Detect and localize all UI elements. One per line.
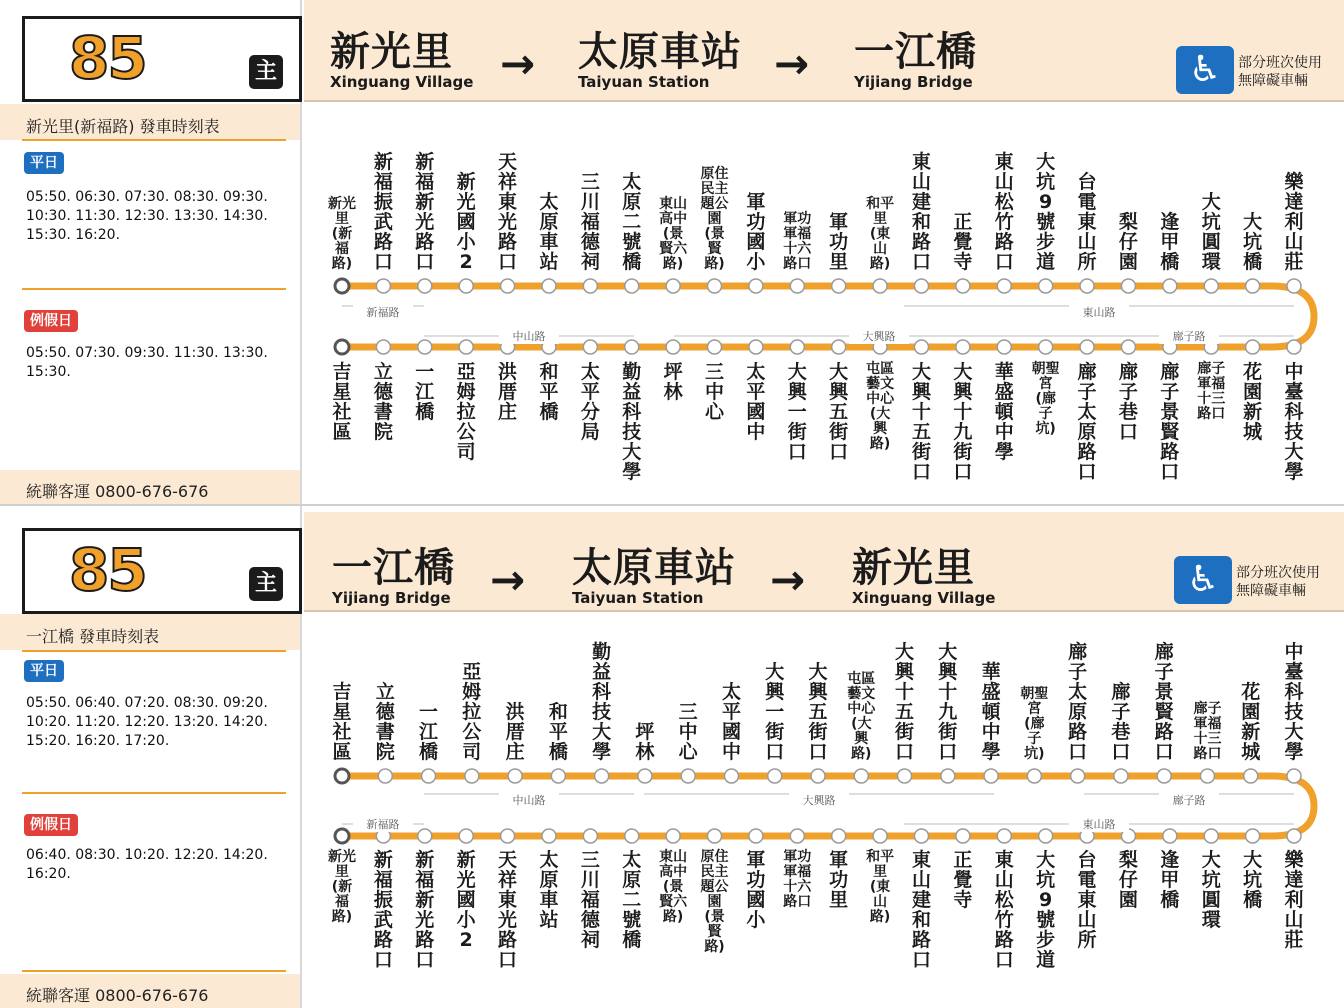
holiday-times: 06:40. 08:30. 10:20. 12:20. 14:20. 16:20. (26, 847, 268, 882)
stop-label[interactable]: 和平里(東山路) (866, 196, 895, 272)
stop-marker[interactable] (378, 769, 392, 783)
stop-label[interactable]: 廍子巷口 (1118, 361, 1138, 443)
stop-marker[interactable] (1246, 340, 1260, 354)
stop-marker[interactable] (459, 279, 473, 293)
stop-label[interactable]: 新光國小2 (456, 171, 476, 273)
header-via (578, 30, 742, 90)
stop-label[interactable]: 原住民主題公園(景賢路) (700, 849, 729, 955)
stop-label[interactable]: 軍功軍福十六路口 (783, 849, 812, 910)
stop-label[interactable]: 廍子景賢路口 (1160, 361, 1180, 483)
stop-label[interactable]: 三川福德祠 (580, 849, 600, 951)
stop-marker[interactable] (854, 769, 868, 783)
schedule-sidebar (0, 0, 302, 504)
stop-label[interactable]: 廍子軍福十三路口 (1197, 361, 1226, 422)
stop-label[interactable]: 花園新城 (1241, 681, 1261, 763)
stop-marker[interactable] (376, 340, 390, 354)
stop-marker[interactable] (335, 340, 349, 354)
stop-marker[interactable] (1246, 829, 1260, 843)
stop-label[interactable]: 東山建和路口 (911, 151, 931, 273)
stop-marker[interactable] (335, 829, 349, 843)
stop-marker[interactable] (625, 279, 639, 293)
header-via-en: Taiyuan Station (572, 589, 704, 607)
header-via (572, 546, 736, 606)
stop-marker[interactable] (542, 279, 556, 293)
accessible-note-line1: 部分班次使用 (1236, 565, 1320, 581)
stop-label[interactable]: 三中心 (678, 701, 698, 763)
stop-label[interactable]: 洪厝庄 (498, 361, 518, 423)
stop-marker[interactable] (666, 279, 680, 293)
stop-label[interactable]: 梨仔園 (1118, 211, 1138, 273)
route-header (304, 512, 1344, 612)
stop-label[interactable]: 和平里(東山路) (866, 849, 895, 925)
stop-marker[interactable] (790, 340, 804, 354)
stop-marker[interactable] (997, 829, 1011, 843)
stop-marker[interactable] (898, 769, 912, 783)
schedule-sidebar (0, 506, 302, 1008)
stop-label[interactable]: 亞姆拉公司 (456, 361, 476, 463)
stop-marker[interactable] (724, 769, 738, 783)
stop-marker[interactable] (1039, 279, 1053, 293)
accessible-note-line2: 無障礙車輛 (1236, 583, 1306, 599)
header-origin-zh: 新光里 (330, 29, 453, 75)
route-panel-return (0, 504, 1344, 1008)
road-label: 大興路 (789, 792, 849, 808)
stop-label[interactable]: 逢甲橋 (1160, 211, 1180, 273)
stop-label[interactable]: 大興一街口 (765, 661, 785, 763)
schedule-header (0, 104, 300, 140)
stop-label[interactable]: 軍功里 (829, 211, 849, 273)
wheelchair-icon: ♿ (1176, 46, 1234, 94)
stop-marker[interactable] (1027, 769, 1041, 783)
stop-label[interactable]: 大坑9號步道 (1036, 151, 1056, 273)
stop-label[interactable]: 樂達利山莊 (1284, 171, 1304, 273)
divider (22, 792, 286, 794)
stop-label[interactable]: 軍功國小 (746, 191, 766, 273)
header-origin (330, 30, 473, 90)
header-origin-zh: 一江橋 (332, 545, 455, 591)
stop-marker[interactable] (1204, 279, 1218, 293)
stop-marker[interactable] (638, 769, 652, 783)
stop-label[interactable]: 軍功國小 (746, 849, 766, 931)
road-label: 新福路 (353, 816, 413, 832)
schedule-header (0, 614, 300, 650)
road-label: 東山路 (1069, 816, 1129, 832)
stop-marker[interactable] (1157, 769, 1171, 783)
accessible-note (1236, 564, 1320, 600)
stop-label[interactable]: 華盛頓中學 (994, 361, 1014, 463)
stop-marker[interactable] (1287, 829, 1301, 843)
stop-label[interactable]: 亞姆拉公司 (462, 661, 482, 763)
stop-marker[interactable] (422, 769, 436, 783)
stop-marker[interactable] (1200, 769, 1214, 783)
stop-marker[interactable] (1071, 769, 1085, 783)
route-number-box (22, 528, 302, 614)
company-contact: 統聯客運 0800-676-676 (26, 482, 209, 501)
stop-label[interactable]: 中臺科技大學 (1284, 641, 1304, 763)
stop-label[interactable]: 台電東山所 (1077, 171, 1097, 273)
stop-label[interactable]: 和平橋 (539, 361, 559, 423)
stop-marker[interactable] (790, 279, 804, 293)
stop-label[interactable]: 和平橋 (548, 701, 568, 763)
stop-marker[interactable] (625, 829, 639, 843)
stop-label[interactable]: 洪厝庄 (505, 701, 525, 763)
stop-label[interactable]: 中臺科技大學 (1284, 361, 1304, 483)
stop-marker[interactable] (749, 340, 763, 354)
stop-label[interactable]: 大興五街口 (829, 361, 849, 463)
route-header (304, 0, 1344, 102)
stop-marker[interactable] (1246, 279, 1260, 293)
stop-label[interactable]: 三中心 (705, 361, 725, 423)
main-line-badge: 主 (249, 55, 283, 89)
stop-marker[interactable] (625, 340, 639, 354)
stop-marker[interactable] (551, 769, 565, 783)
stop-label[interactable]: 朝聖宮(廍子坑) (1020, 686, 1049, 762)
stop-marker[interactable] (1039, 340, 1053, 354)
stop-marker[interactable] (1163, 829, 1177, 843)
schedule-title: 一江橋 發車時刻表 (26, 627, 160, 646)
divider (22, 288, 286, 290)
header-destination-zh: 一江橋 (854, 29, 977, 75)
stop-marker[interactable] (956, 279, 970, 293)
stop-marker[interactable] (501, 829, 515, 843)
stop-label[interactable]: 大坑圓環 (1201, 191, 1221, 273)
stop-label[interactable]: 太原二號橋 (622, 849, 642, 951)
stop-label[interactable]: 東山高中(景賢六路) (659, 196, 688, 272)
arrow-right-icon: → (770, 555, 806, 604)
stop-label[interactable]: 天祥東光路口 (498, 849, 518, 971)
stop-label[interactable]: 廍子太原路口 (1077, 361, 1097, 483)
stop-label[interactable]: 吉星社區 (332, 681, 352, 763)
header-origin-en: Xinguang Village (330, 73, 474, 91)
header-via-zh: 太原車站 (578, 29, 742, 75)
stop-marker[interactable] (873, 829, 887, 843)
stop-marker[interactable] (418, 829, 432, 843)
holiday-tag: 例假日 (24, 310, 78, 332)
stop-marker[interactable] (583, 829, 597, 843)
stop-label[interactable]: 太平國中 (746, 361, 766, 443)
accessible-note-line1: 部分班次使用 (1238, 55, 1322, 71)
stop-marker[interactable] (666, 340, 680, 354)
stop-label[interactable]: 大興十五街口 (911, 361, 931, 483)
stop-marker[interactable] (997, 279, 1011, 293)
stop-label[interactable]: 勤益科技大學 (622, 361, 642, 483)
stop-label[interactable]: 大坑橋 (1243, 849, 1263, 911)
stop-marker[interactable] (583, 340, 597, 354)
route-number-box (22, 16, 302, 102)
road-label: 中山路 (499, 328, 559, 344)
accessible-note (1238, 54, 1322, 90)
stop-label[interactable]: 朝聖宮(廍子坑) (1031, 361, 1060, 437)
stop-label[interactable]: 一江橋 (419, 701, 439, 763)
stop-label[interactable]: 東山高中(景賢六路) (659, 849, 688, 925)
stop-marker[interactable] (914, 829, 928, 843)
stop-label[interactable]: 台電東山所 (1077, 849, 1097, 951)
stop-marker[interactable] (508, 769, 522, 783)
stop-label[interactable]: 太平國中 (721, 681, 741, 763)
stop-label[interactable]: 大興五街口 (808, 661, 828, 763)
stop-marker[interactable] (1163, 279, 1177, 293)
stop-marker[interactable] (583, 279, 597, 293)
company-contact: 統聯客運 0800-676-676 (26, 986, 209, 1005)
arrow-right-icon: → (490, 555, 526, 604)
stop-label[interactable]: 新光國小2 (456, 849, 476, 951)
stop-label[interactable]: 大坑圓環 (1201, 849, 1221, 931)
header-destination-en: Xinguang Village (852, 589, 996, 607)
stop-label[interactable]: 新福新光路口 (415, 151, 435, 273)
stop-marker[interactable] (832, 829, 846, 843)
header-destination (852, 546, 995, 606)
stop-marker[interactable] (465, 769, 479, 783)
stop-label[interactable]: 東山松竹路口 (994, 849, 1014, 971)
route-number: 85 (69, 24, 146, 92)
road-label: 廍子路 (1159, 792, 1219, 808)
stop-label[interactable]: 屯區藝文中心(大興路) (847, 671, 876, 762)
stop-label[interactable]: 樂達利山莊 (1284, 849, 1304, 951)
header-destination (854, 30, 977, 90)
stop-marker[interactable] (335, 279, 349, 293)
arrow-right-icon: → (774, 39, 810, 88)
stop-marker[interactable] (956, 340, 970, 354)
stop-label[interactable]: 坪林 (663, 361, 683, 403)
stop-label[interactable]: 大坑9號步道 (1036, 849, 1056, 971)
stop-marker[interactable] (595, 769, 609, 783)
stop-label[interactable]: 太平分局 (580, 361, 600, 443)
stop-label[interactable]: 新光里(新福路) (328, 196, 356, 272)
road-label: 中山路 (499, 792, 559, 808)
stop-marker[interactable] (832, 279, 846, 293)
stop-marker[interactable] (1287, 769, 1301, 783)
stop-label[interactable]: 坪林 (635, 721, 655, 763)
stop-marker[interactable] (501, 279, 515, 293)
stop-marker[interactable] (749, 829, 763, 843)
stop-label[interactable]: 三川福德祠 (580, 171, 600, 273)
header-via-zh: 太原車站 (572, 545, 736, 591)
stop-marker[interactable] (1080, 340, 1094, 354)
stop-marker[interactable] (1121, 279, 1135, 293)
header-origin (332, 546, 455, 606)
stop-marker[interactable] (768, 769, 782, 783)
stop-label[interactable]: 逢甲橋 (1160, 849, 1180, 911)
stop-marker[interactable] (418, 340, 432, 354)
stop-marker[interactable] (335, 769, 349, 783)
stop-marker[interactable] (708, 340, 722, 354)
stop-label[interactable]: 立德書院 (373, 361, 393, 443)
stop-marker[interactable] (666, 829, 680, 843)
holiday-times: 05:50. 07:30. 09:30. 11:30. 13:30. 15:30. (26, 345, 268, 380)
stop-label[interactable]: 花園新城 (1243, 361, 1263, 443)
stop-marker[interactable] (459, 340, 473, 354)
stop-marker[interactable] (1114, 769, 1128, 783)
weekday-tag: 平日 (24, 660, 64, 682)
stop-label[interactable]: 大興十九街口 (938, 641, 958, 763)
stop-label[interactable]: 東山建和路口 (911, 849, 931, 971)
stop-label[interactable]: 正覺寺 (953, 211, 973, 273)
stop-marker[interactable] (873, 279, 887, 293)
stop-marker[interactable] (1080, 279, 1094, 293)
stop-label[interactable]: 廍子太原路口 (1068, 641, 1088, 763)
weekday-tag: 平日 (24, 152, 64, 174)
divider (22, 650, 286, 652)
stop-marker[interactable] (811, 769, 825, 783)
schedule-title: 新光里(新福路) 發車時刻表 (26, 117, 220, 136)
road-label: 廍子路 (1159, 328, 1219, 344)
stop-marker[interactable] (1204, 829, 1218, 843)
stop-marker[interactable] (681, 769, 695, 783)
stop-marker[interactable] (997, 340, 1011, 354)
divider (22, 970, 286, 972)
road-label: 新福路 (353, 304, 413, 320)
stop-marker[interactable] (1039, 829, 1053, 843)
stop-label[interactable]: 大興一街口 (787, 361, 807, 463)
company-bar (0, 974, 300, 1008)
stop-label[interactable]: 太原車站 (539, 191, 559, 273)
header-destination-en: Yijiang Bridge (854, 73, 973, 91)
stop-label[interactable]: 屯區藝文中心(大興路) (866, 361, 895, 452)
weekday-times: 05:50. 06:40. 07:20. 08:30. 09:20. 10:20. 11:20. 12:20. 13:20. 14:20. 15:20. 16:20. 17:20. (26, 695, 268, 749)
header-via-en: Taiyuan Station (578, 73, 710, 91)
header-origin-en: Yijiang Bridge (332, 589, 451, 607)
arrow-right-icon: → (500, 39, 536, 88)
stop-label[interactable]: 梨仔園 (1118, 849, 1138, 911)
stop-marker[interactable] (1287, 340, 1301, 354)
stop-label[interactable]: 大興十九街口 (953, 361, 973, 483)
holiday-tag: 例假日 (24, 814, 78, 836)
stop-label[interactable]: 正覺寺 (953, 849, 973, 911)
stop-label[interactable]: 廍子景賢路口 (1154, 641, 1174, 763)
stop-label[interactable]: 軍功軍福十六路口 (783, 211, 812, 272)
stop-label[interactable]: 廍子巷口 (1111, 681, 1131, 763)
stop-label[interactable]: 華盛頓中學 (981, 661, 1001, 763)
stop-marker[interactable] (418, 279, 432, 293)
stop-label[interactable]: 新福新光路口 (415, 849, 435, 971)
stop-label[interactable]: 太原車站 (539, 849, 559, 931)
stop-label[interactable]: 大坑橋 (1243, 211, 1263, 273)
stop-label[interactable]: 天祥東光路口 (498, 151, 518, 273)
stop-marker[interactable] (459, 829, 473, 843)
stop-label[interactable]: 一江橋 (415, 361, 435, 423)
stop-marker[interactable] (790, 829, 804, 843)
accessible-note-line2: 無障礙車輛 (1238, 73, 1308, 89)
stop-marker[interactable] (376, 279, 390, 293)
stop-marker[interactable] (542, 829, 556, 843)
stop-marker[interactable] (832, 340, 846, 354)
stop-label[interactable]: 太原二號橋 (622, 171, 642, 273)
stop-label[interactable]: 新福振武路口 (373, 849, 393, 971)
stop-label[interactable]: 新光里(新福路) (328, 849, 356, 925)
stop-marker[interactable] (1244, 769, 1258, 783)
stop-marker[interactable] (749, 279, 763, 293)
stop-label[interactable]: 大興十五街口 (895, 641, 915, 763)
stop-marker[interactable] (1121, 340, 1135, 354)
stop-marker[interactable] (1287, 279, 1301, 293)
stop-marker[interactable] (708, 829, 722, 843)
stop-label[interactable]: 吉星社區 (332, 361, 352, 443)
stop-marker[interactable] (914, 279, 928, 293)
wheelchair-icon: ♿ (1174, 556, 1232, 604)
stop-marker[interactable] (941, 769, 955, 783)
stop-label[interactable]: 廍子軍福十三路口 (1193, 701, 1222, 762)
stop-label[interactable]: 軍功里 (829, 849, 849, 911)
route-diagram (304, 104, 1344, 504)
stop-marker[interactable] (984, 769, 998, 783)
company-bar (0, 470, 300, 504)
route-number: 85 (69, 536, 146, 604)
header-destination-zh: 新光里 (852, 545, 975, 591)
stop-marker[interactable] (914, 340, 928, 354)
road-label: 大興路 (849, 328, 909, 344)
stop-marker[interactable] (956, 829, 970, 843)
stop-marker[interactable] (708, 279, 722, 293)
stop-label[interactable]: 新福振武路口 (373, 151, 393, 273)
stop-label[interactable]: 原住民主題公園(景賢路) (700, 166, 729, 272)
route-diagram (304, 614, 1344, 1008)
main-line-badge: 主 (249, 567, 283, 601)
divider (22, 139, 286, 141)
stop-label[interactable]: 勤益科技大學 (592, 641, 612, 763)
stop-label[interactable]: 東山松竹路口 (994, 151, 1014, 273)
road-label: 東山路 (1069, 304, 1129, 320)
stop-label[interactable]: 立德書院 (375, 681, 395, 763)
weekday-times: 05:50. 06:30. 07:30. 08:30. 09:30. 10:30. 11:30. 12:30. 13:30. 14:30. 15:30. 16:20. (26, 189, 268, 243)
